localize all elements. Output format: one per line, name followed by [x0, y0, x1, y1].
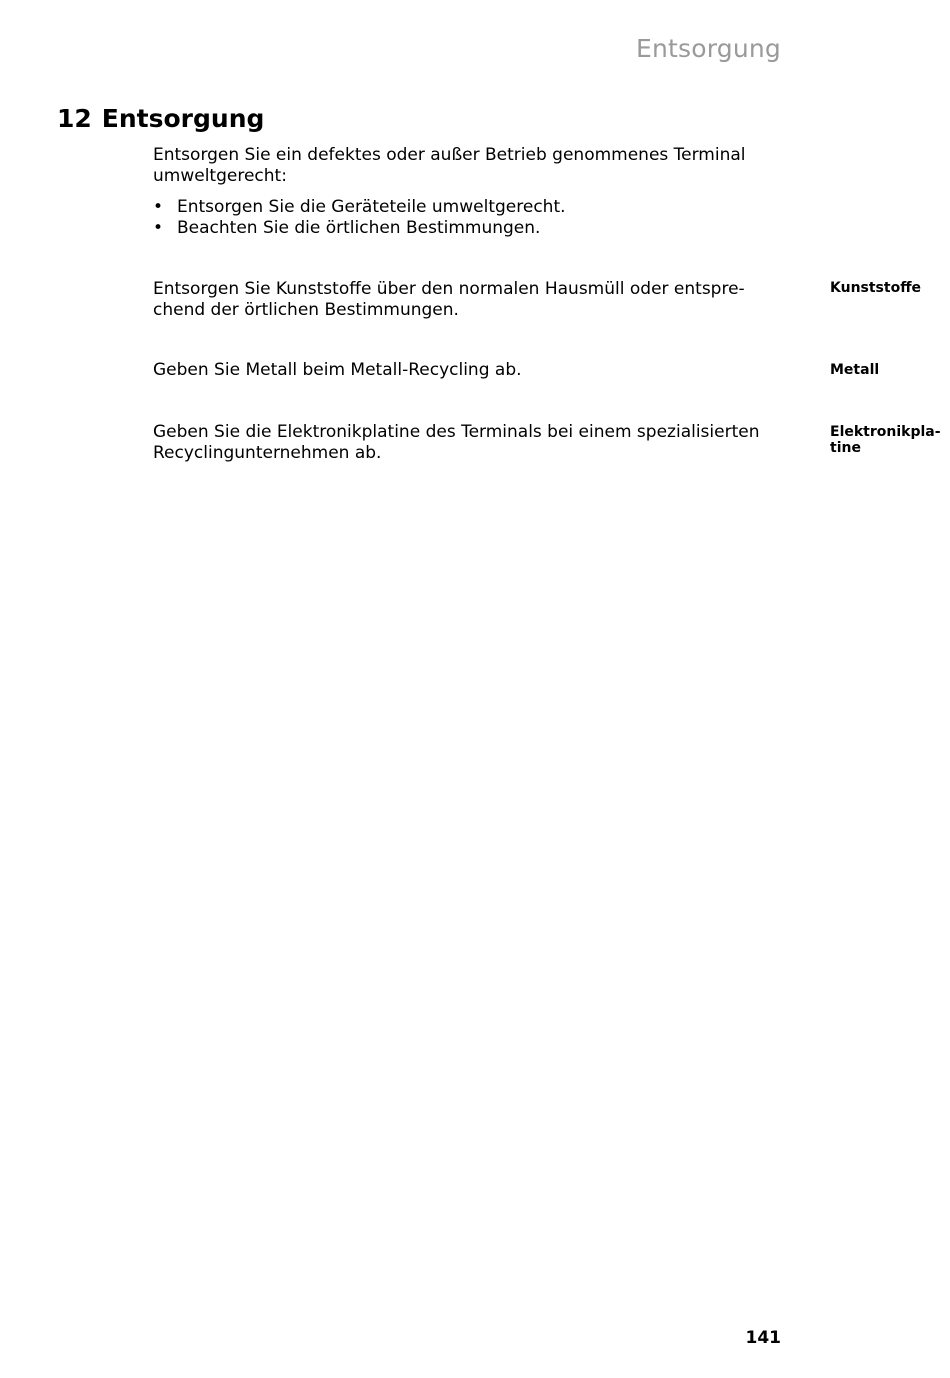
bullet-list	[153, 197, 566, 239]
chapter-number: 12	[57, 104, 92, 133]
margin-label-kunststoffe: Kunststoffe	[830, 280, 922, 296]
chapter-title	[57, 104, 264, 133]
bullet-icon: •	[153, 197, 164, 217]
list-item-text: Beachten Sie die örtlichen Bestimmungen.	[177, 218, 541, 238]
intro-line-1: Entsorgen Sie ein defektes oder außer Betrieb genommenes Terminal	[153, 145, 746, 165]
metall-line-1: Geben Sie Metall beim Metall-Recycling ab.	[153, 360, 522, 380]
elektronikplatine-paragraph	[153, 422, 793, 464]
running-header: Entsorgung	[635, 34, 781, 63]
kunststoffe-line-1: Entsorgen Sie Kunststoffe über den normalen Hausmüll oder entspre-	[153, 279, 745, 299]
margin-label-line-1: Elektronikpla-	[830, 424, 941, 440]
kunststoffe-line-2: chend der örtlichen Bestimmungen.	[153, 300, 459, 320]
margin-label-line-2: tine	[830, 440, 861, 456]
list-item	[153, 218, 566, 239]
list-item-text: Entsorgen Sie die Geräteteile umweltgerecht.	[177, 197, 566, 217]
kunststoffe-paragraph	[153, 279, 793, 321]
margin-label-elektronikplatine	[830, 424, 945, 456]
margin-label-metall: Metall	[830, 362, 880, 378]
intro-line-2: umweltgerecht:	[153, 166, 287, 186]
metall-paragraph	[153, 360, 793, 381]
page-number: 141	[745, 1328, 781, 1348]
list-item	[153, 197, 566, 218]
elektronikplatine-line-1: Geben Sie die Elektronikplatine des Terminals bei einem spezialisierten	[153, 422, 760, 442]
intro-paragraph	[153, 145, 793, 187]
bullet-icon: •	[153, 218, 164, 238]
elektronikplatine-line-2: Recyclingunternehmen ab.	[153, 443, 382, 463]
chapter-title-text: Entsorgung	[101, 104, 265, 133]
